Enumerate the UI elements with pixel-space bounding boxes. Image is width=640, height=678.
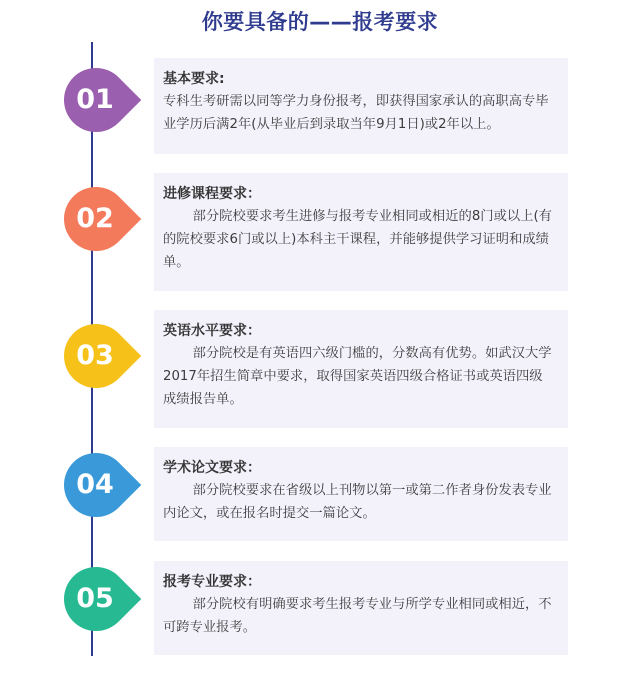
step-05-title: 报考专业要求：	[163, 574, 261, 590]
step-04-title: 学术论文要求：	[163, 460, 261, 476]
step-04-body: 部分院校要求在省级以上刊物以第一或第二作者身份发表专业 内论文，或在报名时提交一篇论文。	[163, 483, 552, 521]
step-02-body: 部分院校要求考生进修与报考专业相同或相近的8门或以上(有 的院校要求6门或以上)本科主干课程，并能够提供学习证明和成绩 单。	[163, 209, 552, 270]
step-05-number: 05	[76, 583, 114, 614]
step-01-card	[154, 58, 568, 154]
step-02-card	[154, 173, 568, 291]
step-05-card	[154, 561, 568, 655]
step-01-body: 专科生考研需以同等学力身份报考，即获得国家承认的高职高专毕 业学历后满2年(从毕业后到录取当年9月1日)或2年以上。	[163, 94, 549, 132]
page-title: 你要具备的——报考要求	[201, 10, 439, 34]
step-01-number: 01	[76, 84, 114, 115]
step-03-number: 03	[76, 340, 114, 371]
step-03-title: 英语水平要求：	[163, 323, 261, 339]
step-01-title: 基本要求:	[163, 71, 225, 87]
step-03-body: 部分院校是有英语四六级门槛的，分数高有优势。如武汉大学 2017年招生简章中要求，取得国家英语四级合格证书或英语四级 成绩报告单。	[163, 346, 552, 407]
step-04-number: 04	[76, 469, 114, 500]
step-02-number: 02	[76, 203, 114, 234]
step-05-body: 部分院校有明确要求考生报考专业与所学专业相同或相近，不 可跨专业报考。	[163, 597, 552, 635]
step-04-card	[154, 447, 568, 541]
step-02-title: 进修课程要求：	[163, 186, 261, 202]
step-03-card	[154, 310, 568, 428]
